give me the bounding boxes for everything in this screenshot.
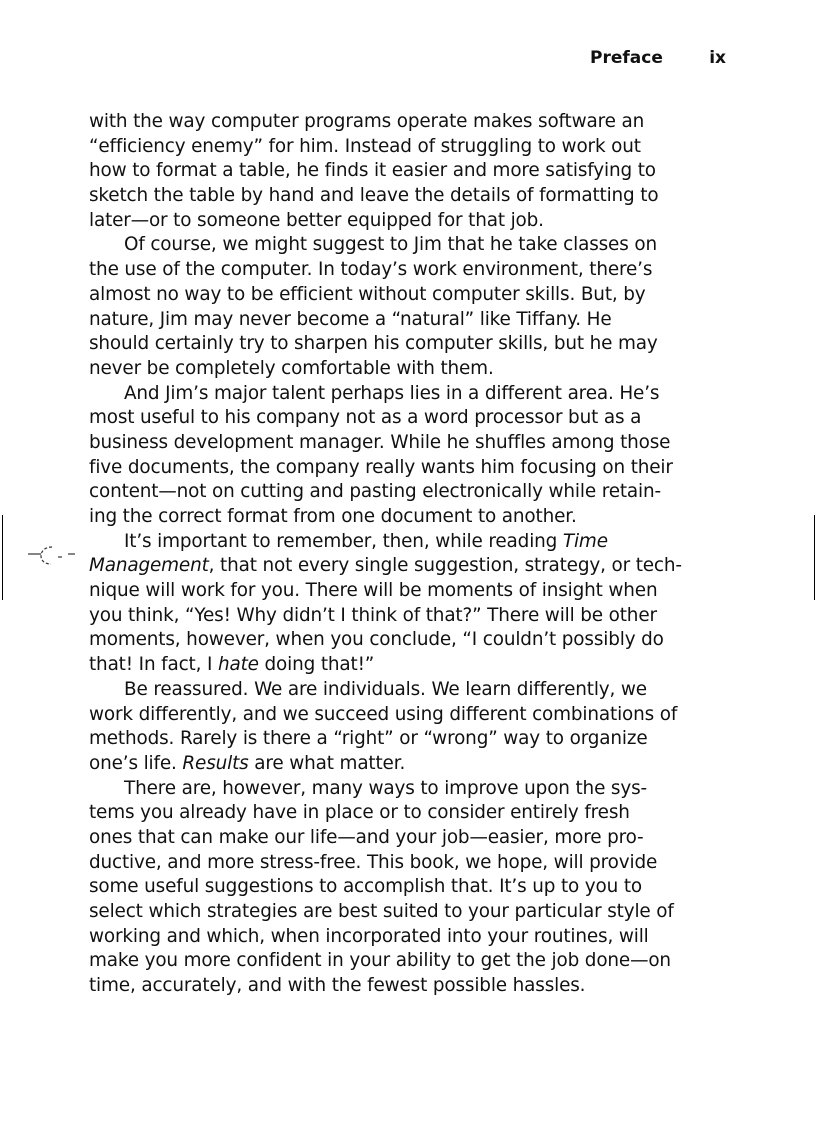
paragraph-start-line: [89, 530, 729, 555]
text-line: tems you already have in place or to consider entirely fresh: [89, 802, 630, 824]
paragraph-start-line: There are, however, many ways to improve upon the sys-: [124, 777, 648, 799]
text-line: how to format a table, he finds it easier and more satisfying to: [89, 160, 656, 182]
italic-emphasis-run: hate: [217, 654, 259, 676]
text-line: you think, “Yes! Why didn’t I think of that?” There will be other: [89, 604, 657, 626]
text-run: , that not every single suggestion, strategy, or tech-: [208, 555, 682, 577]
text-line: later—or to someone better equipped for that job.: [89, 209, 544, 231]
text-line: nique will work for you. There will be moments of insight when: [89, 580, 658, 602]
text-line: most useful to his company not as a word processor but as a: [89, 407, 642, 429]
text-line: never be completely comfortable with them.: [89, 357, 494, 379]
text-run: that! In fact, I: [89, 654, 218, 676]
text-line: select which strategies are best suited to your particular style of: [89, 901, 674, 922]
text-line: ones that can make our life—and your job—easier, more pro-: [89, 826, 644, 848]
italic-emphasis-run: Results: [182, 752, 249, 774]
text-line: time, accurately, and with the fewest possible hassles.: [89, 975, 586, 997]
text-line: moments, however, when you conclude, “I couldn’t possibly do: [89, 629, 664, 651]
text-run: doing that!”: [258, 654, 375, 676]
paragraph-start-line: Of course, we might suggest to Jim that he take classes on: [124, 234, 657, 256]
italic-title-run: Time: [562, 530, 608, 552]
body-text: [89, 110, 729, 999]
text-line: [89, 752, 729, 777]
text-line: some useful suggestions to accomplish that. It’s up to you to: [89, 876, 643, 898]
text-line: sketch the table by hand and leave the details of formatting to: [89, 185, 659, 207]
text-line: five documents, the company really wants him focusing on their: [89, 456, 673, 478]
right-edge-rule: [814, 515, 815, 600]
text-line: almost no way to be efficient without computer skills. But, by: [89, 283, 646, 305]
text-line: nature, Jim may never become a “natural” like Tiffany. He: [89, 308, 612, 330]
text-run: It’s important to remember, then, while reading: [124, 530, 563, 552]
text-run: are what matter.: [248, 752, 406, 774]
margin-mark-icon: [28, 543, 80, 573]
page-number: ix: [709, 48, 726, 68]
paragraph-start-line: And Jim’s major talent perhaps lies in a different area. He’s: [124, 382, 660, 404]
paragraph-start-line: Be reassured. We are individuals. We learn differently, we: [124, 678, 647, 700]
text-line: work differently, and we succeed using different combinations of: [89, 703, 678, 725]
text-line: content—not on cutting and pasting electronically while retain-: [89, 481, 662, 503]
text-line: working and which, when incorporated into your routines, will: [89, 925, 649, 947]
text-line: methods. Rarely is there a “right” or “wrong” way to organize: [89, 728, 648, 750]
text-line: ing the correct format from one document to another.: [89, 506, 577, 527]
text-line: business development manager. While he shuffles among those: [89, 431, 671, 453]
running-head-title: Preface: [590, 48, 663, 68]
text-line: the use of the computer. In today’s work environment, there’s: [89, 259, 653, 281]
text-line: should certainly try to sharpen his computer skills, but he may: [89, 333, 658, 355]
running-head: [560, 45, 726, 71]
italic-title-run: Management: [89, 555, 209, 577]
text-line: “efficiency enemy” for him. Instead of struggling to work out: [89, 135, 641, 157]
left-edge-rule: [2, 515, 3, 600]
text-line: with the way computer programs operate makes software an: [89, 111, 645, 132]
text-line: [89, 554, 729, 579]
text-line: ductive, and more stress-free. This book, we hope, will provide: [89, 851, 658, 873]
text-run: one’s life.: [89, 752, 183, 774]
text-line: [89, 653, 729, 678]
text-line: make you more confident in your ability to get the job done—on: [89, 950, 671, 972]
